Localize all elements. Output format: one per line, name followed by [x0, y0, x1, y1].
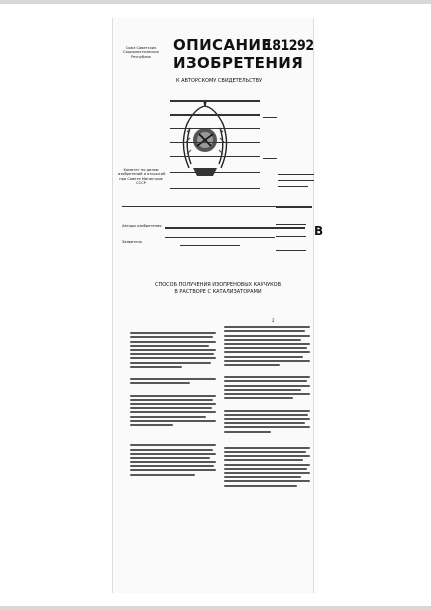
text-line	[130, 366, 182, 368]
committee-line-3: при Совете Министров	[119, 176, 163, 181]
biblio-line-1	[170, 100, 260, 102]
authors-label: Авторы изобретения	[122, 224, 162, 228]
text-line	[130, 399, 213, 401]
text-line	[130, 411, 216, 413]
text-line	[224, 347, 307, 349]
text-line	[224, 385, 310, 387]
country-line-1: Союз Советских	[125, 46, 157, 50]
text-line	[224, 351, 310, 353]
class-mark-4	[278, 180, 314, 181]
text-line	[224, 397, 293, 399]
text-line	[130, 403, 216, 405]
text-line	[224, 480, 310, 482]
text-line	[224, 335, 310, 337]
scan-edge-top	[0, 0, 431, 4]
text-line	[224, 472, 310, 474]
text-line	[130, 353, 214, 355]
biblio-line-2	[170, 114, 260, 116]
invention-title-line-2: В РАСТВОРЕ С КАТАЛИЗАТОРАМИ	[174, 289, 262, 295]
committee-line-4: СССР	[136, 180, 146, 185]
section-letter: B	[314, 224, 324, 238]
text-line	[130, 341, 216, 343]
text-line	[224, 380, 307, 382]
class-mark-1	[263, 117, 277, 118]
text-line	[224, 364, 280, 366]
text-line	[130, 474, 195, 476]
text-line	[224, 414, 308, 416]
text-column-left	[130, 330, 216, 478]
committee-block	[118, 168, 164, 185]
text-line	[224, 476, 301, 478]
scan-edge-bottom	[0, 606, 431, 610]
text-line	[130, 362, 211, 364]
text-line	[224, 376, 310, 378]
text-line	[130, 345, 209, 347]
text-line	[224, 393, 310, 395]
udc-mark	[276, 206, 312, 208]
text-line	[130, 449, 213, 451]
text-line	[224, 431, 271, 433]
applicant-line-1	[165, 237, 275, 238]
country-line-3: Республик	[131, 54, 151, 59]
invention-title	[148, 282, 288, 296]
biblio-line-3	[170, 128, 260, 129]
text-line	[224, 356, 303, 358]
text-line	[224, 410, 310, 412]
text-line	[130, 349, 216, 351]
country-block	[118, 46, 164, 59]
text-line	[224, 422, 305, 424]
text-line	[224, 455, 310, 457]
text-line	[224, 485, 297, 487]
class-mark-2	[263, 158, 277, 159]
text-line	[130, 336, 213, 338]
text-line	[130, 382, 190, 384]
document-subtitle: К АВТОРСКОМУ СВИДЕТЕЛЬСТВУ	[176, 78, 263, 84]
text-line	[130, 461, 216, 463]
text-line	[130, 378, 216, 380]
text-line	[130, 395, 216, 397]
title-line-1: ОПИСАНИЕ	[173, 36, 273, 54]
text-line	[130, 469, 216, 471]
patent-number: 181292	[264, 38, 314, 54]
text-line	[224, 418, 310, 420]
text-column-right	[224, 324, 310, 489]
biblio-line-5	[170, 156, 260, 157]
text-line	[130, 407, 212, 409]
committee-line-2: изобретений и открытий	[118, 172, 166, 177]
side-mark-1	[276, 224, 306, 225]
text-line	[130, 444, 216, 446]
text-line	[224, 447, 310, 449]
text-line	[224, 360, 310, 362]
text-line	[224, 389, 301, 391]
text-line	[224, 326, 310, 328]
biblio-line-4	[170, 142, 260, 143]
text-line	[224, 339, 301, 341]
column-number: 2	[272, 318, 275, 323]
text-line	[130, 332, 216, 334]
text-line	[224, 426, 310, 428]
text-line	[224, 330, 305, 332]
text-line	[130, 424, 173, 426]
text-line	[224, 464, 310, 466]
country-line-2: Социалистических	[123, 50, 159, 55]
biblio-line-7	[170, 188, 260, 189]
text-line	[130, 357, 216, 359]
title-line-2: ИЗОБРЕТЕНИЯ	[173, 54, 304, 72]
authors-names-line	[165, 227, 305, 229]
side-mark-2	[276, 236, 306, 237]
class-mark-3	[278, 174, 314, 175]
text-line	[130, 416, 206, 418]
applicant-line-2	[180, 245, 240, 246]
invention-title-line-1: СПОСОБ ПОЛУЧЕНИЯ ИЗОПРЕНОВЫХ КАУЧУКОВ	[154, 282, 282, 288]
text-line	[224, 459, 303, 461]
text-line	[130, 457, 210, 459]
applicant-label: Заявитель	[122, 240, 142, 244]
text-line	[224, 468, 307, 470]
side-mark-3	[276, 250, 306, 251]
state-emblem-icon	[175, 98, 235, 190]
text-line	[130, 420, 216, 422]
text-line	[224, 343, 310, 345]
text-line	[130, 465, 214, 467]
committee-line-1: Комитет по делам	[123, 168, 159, 172]
text-line	[130, 453, 216, 455]
class-mark-5	[278, 186, 308, 187]
text-line	[224, 451, 306, 453]
biblio-line-6	[170, 172, 260, 173]
